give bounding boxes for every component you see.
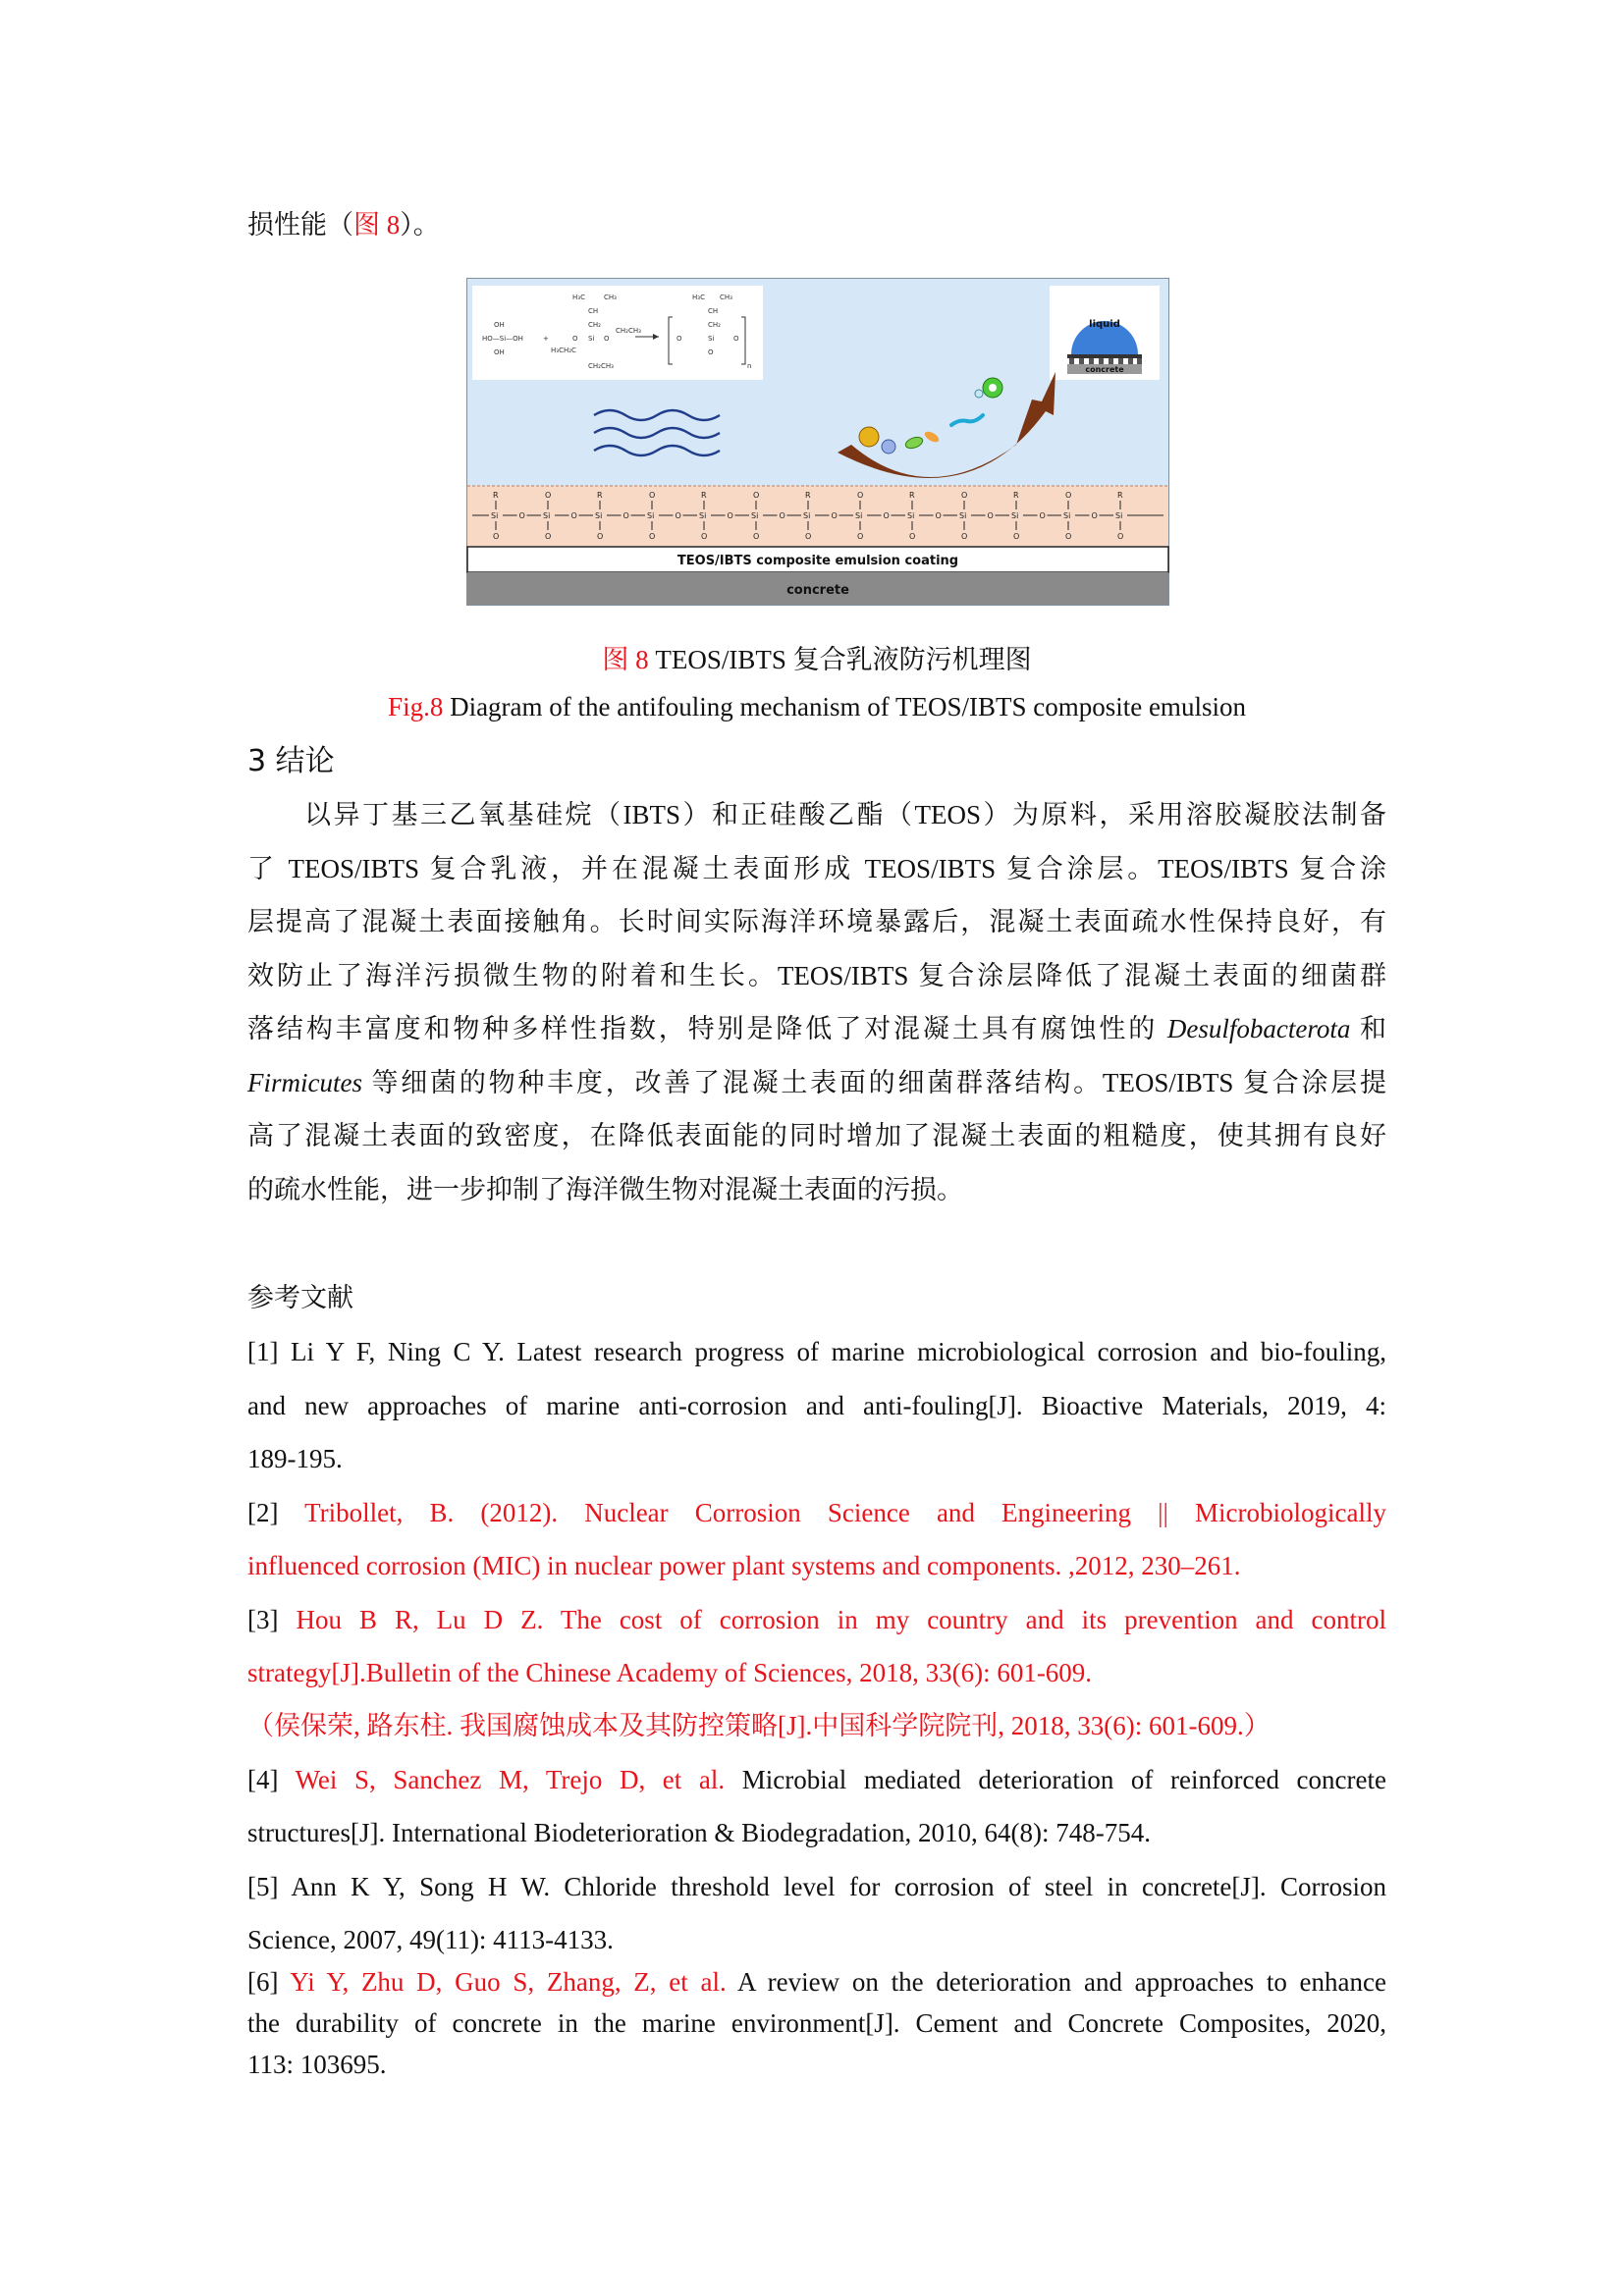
ref-2-number: [2] bbox=[247, 1498, 305, 1527]
chain-top-group: R bbox=[909, 491, 915, 500]
ref-6-number: [6] bbox=[247, 1967, 291, 1997]
conclusion-line-3: 层提高了混凝土表面接触角。长时间实际海洋环境暴露后，混凝土表面疏水性保持良好，有 bbox=[247, 907, 1386, 936]
references-heading: 参考文献 bbox=[247, 1283, 353, 1313]
conclusion-heading: 3 结论 bbox=[247, 744, 335, 778]
chain-top-group: R bbox=[701, 491, 707, 500]
figure-caption-en bbox=[247, 687, 1386, 726]
bacterium-blue-icon bbox=[882, 440, 895, 454]
ref-4-line-1 bbox=[247, 1760, 1386, 1799]
formula-ch3: CH₃ bbox=[604, 294, 617, 301]
ref-4-authors: Wei S, Sanchez M, Trejo D, et al. bbox=[295, 1765, 726, 1794]
chain-bridge-oxygen: O bbox=[1039, 511, 1046, 520]
conclusion-line-5 bbox=[247, 1009, 1386, 1048]
formula-o-5: O bbox=[708, 348, 714, 356]
chain-top-group: O bbox=[961, 491, 968, 500]
taxon-firmicutes: Firmicutes bbox=[247, 1068, 362, 1097]
chain-bridge-oxygen: O bbox=[518, 511, 525, 520]
ref-3-line-3: （侯保荣, 路东柱. 我国腐蚀成本及其防控策略[J].中国科学院院刊, 2018, 33(6): 601-609.） bbox=[247, 1711, 1271, 1740]
ref-4-number: [4] bbox=[247, 1765, 296, 1794]
chain-bottom-oxygen: O bbox=[1013, 532, 1020, 541]
chain-top-group: O bbox=[753, 491, 760, 500]
chain-bottom-oxygen: O bbox=[545, 532, 552, 541]
chain-bottom-oxygen: O bbox=[961, 532, 968, 541]
formula-o-4: O bbox=[733, 335, 739, 343]
chain-si-atom: Si bbox=[1011, 511, 1019, 520]
concrete-label: concrete bbox=[786, 583, 849, 598]
ref-4-title: Microbial mediated deterioration of reinforced concrete bbox=[725, 1765, 1386, 1794]
bacterium-small-icon bbox=[975, 390, 983, 398]
formula-si: Si bbox=[588, 335, 595, 343]
formula-si-2: Si bbox=[708, 335, 715, 343]
ref-6-line-2: the durability of concrete in the marine environment[J]. Cement and Concrete Composites, 2020, bbox=[247, 2008, 1386, 2038]
formula-oh-top: OH bbox=[494, 321, 505, 329]
chain-bottom-oxygen: O bbox=[805, 532, 812, 541]
formula-o-right: O bbox=[604, 335, 610, 343]
ref-6-line-1 bbox=[247, 1962, 1386, 2002]
figure-caption-cn bbox=[247, 640, 1386, 679]
chain-bridge-oxygen: O bbox=[779, 511, 785, 520]
caption-cn-text: TEOS/IBTS 复合乳液防污机理图 bbox=[648, 645, 1032, 674]
droplet-liquid-label: liquid bbox=[1089, 319, 1120, 330]
bacterium-white-icon bbox=[989, 384, 997, 392]
formula-ch2: CH₂ bbox=[588, 321, 601, 329]
caption-cn-label: 图 8 bbox=[602, 645, 649, 674]
chain-si-atom: Si bbox=[647, 511, 655, 520]
conclusion-line-7: 高了混凝土表面的致密度，在降低表面能的同时增加了混凝土表面的粗糙度，使其拥有良好 bbox=[247, 1121, 1386, 1150]
ref-6-authors: Yi Y, Zhu D, Guo S, Zhang, Z, et al. bbox=[290, 1967, 727, 1997]
formula-h3c: H₃C bbox=[572, 294, 585, 301]
bacterium-yellow-icon bbox=[859, 427, 879, 447]
chain-top-group: R bbox=[597, 491, 603, 500]
formula-ch2ch3-right: CH₂CH₃ bbox=[616, 327, 641, 335]
chain-si-atom: Si bbox=[751, 511, 759, 520]
conclusion-line-6-b: 等细菌的物种丰度，改善了混凝土表面的细菌群落结构。TEOS/IBTS 复合涂层提 bbox=[361, 1068, 1386, 1097]
intro-text: 损性能（ bbox=[247, 210, 353, 240]
ref-2-line-2: influenced corrosion (MIC) in nuclear power plant systems and components. ,2012, 230–261. bbox=[247, 1551, 1241, 1580]
chain-top-group: O bbox=[545, 491, 552, 500]
ref-5-line-1: [5] Ann K Y, Song H W. Chloride threshold level for corrosion of steel in concrete[J]. Corrosion bbox=[247, 1872, 1386, 1901]
formula-hosioh: HO—Si—OH bbox=[482, 335, 523, 343]
figure-ref-link[interactable]: 图 8 bbox=[353, 210, 401, 240]
conclusion-line-6 bbox=[247, 1063, 1386, 1102]
chain-bottom-oxygen: O bbox=[857, 532, 864, 541]
conclusion-line-8: 的疏水性能，进一步抑制了海洋微生物对混凝土表面的污损。 bbox=[247, 1175, 963, 1204]
coating-label: TEOS/IBTS composite emulsion coating bbox=[676, 554, 959, 568]
chain-bridge-oxygen: O bbox=[935, 511, 942, 520]
chain-si-atom: Si bbox=[491, 511, 499, 520]
chain-bridge-oxygen: O bbox=[883, 511, 890, 520]
formula-ch-2: CH bbox=[708, 307, 719, 315]
ref-1-line-3: 189-195. bbox=[247, 1444, 343, 1473]
chain-bridge-oxygen: O bbox=[1091, 511, 1098, 520]
chain-si-atom: Si bbox=[855, 511, 863, 520]
chain-si-atom: Si bbox=[595, 511, 603, 520]
chain-bottom-oxygen: O bbox=[753, 532, 760, 541]
conclusion-line-5-b: 和 bbox=[1350, 1014, 1387, 1043]
caption-en-text: Diagram of the antifouling mechanism of TEOS/IBTS composite emulsion bbox=[443, 692, 1246, 721]
antifouling-mechanism-figure bbox=[466, 278, 1169, 606]
conclusion-line-4: 效防止了海洋污损微生物的附着和生长。TEOS/IBTS 复合涂层降低了混凝土表面的细菌群 bbox=[247, 961, 1386, 990]
chain-si-atom: Si bbox=[1115, 511, 1123, 520]
ref-6-title: A review on the deterioration and approaches to enhance bbox=[726, 1967, 1386, 1997]
ref-3-number: [3] bbox=[247, 1605, 297, 1634]
formula-o-left: O bbox=[572, 335, 578, 343]
formula-n: n bbox=[747, 362, 752, 370]
formula-oh-bottom: OH bbox=[494, 348, 505, 356]
formula-o-3: O bbox=[676, 335, 682, 343]
chain-bottom-oxygen: O bbox=[1117, 532, 1124, 541]
formula-ch: CH bbox=[588, 307, 599, 315]
chain-bridge-oxygen: O bbox=[622, 511, 629, 520]
droplet-concrete-label: concrete bbox=[1085, 365, 1124, 374]
intro-text-after: ）。 bbox=[400, 210, 440, 240]
caption-en-label: Fig.8 bbox=[388, 692, 444, 721]
chain-bridge-oxygen: O bbox=[675, 511, 681, 520]
ref-6-line-3: 113: 103695. bbox=[247, 2050, 387, 2079]
chain-si-atom: Si bbox=[907, 511, 915, 520]
formula-h3cch2: H₃CH₂C bbox=[551, 347, 576, 354]
formula-ch3ch2: CH₂CH₃ bbox=[588, 362, 614, 370]
chain-bottom-oxygen: O bbox=[701, 532, 708, 541]
chain-bottom-oxygen: O bbox=[649, 532, 656, 541]
chain-bottom-oxygen: O bbox=[1065, 532, 1072, 541]
chain-si-atom: Si bbox=[959, 511, 967, 520]
chain-top-group: R bbox=[493, 491, 499, 500]
chain-si-atom: Si bbox=[699, 511, 707, 520]
ref-1-line-2: and new approaches of marine anti-corrosion and anti-fouling[J]. Bioactive Materials, 2019, 4: bbox=[247, 1391, 1386, 1420]
chain-si-atom: Si bbox=[543, 511, 551, 520]
conclusion-line-1: 以异丁基三乙氧基硅烷（IBTS）和正硅酸乙酯（TEOS）为原料，采用溶胶凝胶法制备 bbox=[304, 800, 1386, 829]
ref-3-line-1 bbox=[247, 1600, 1386, 1639]
ref-4-line-2: structures[J]. International Biodeterioration & Biodegradation, 2010, 64(8): 748-754. bbox=[247, 1818, 1152, 1847]
chain-bottom-oxygen: O bbox=[597, 532, 604, 541]
ref-3-text: Hou B R, Lu D Z. The cost of corrosion in my country and its prevention and control bbox=[296, 1605, 1386, 1634]
chain-top-group: R bbox=[805, 491, 811, 500]
formula-plus: + bbox=[543, 335, 549, 343]
chain-bridge-oxygen: O bbox=[570, 511, 577, 520]
ref-2-line-1 bbox=[247, 1493, 1386, 1532]
chain-bridge-oxygen: O bbox=[987, 511, 994, 520]
ref-2-text: Tribollet, B. (2012). Nuclear Corrosion Science and Engineering || Microbiologically bbox=[304, 1498, 1386, 1527]
chain-top-group: R bbox=[1013, 491, 1019, 500]
taxon-desulfobacterota: Desulfobacterota bbox=[1166, 1014, 1351, 1043]
chain-top-group: O bbox=[857, 491, 864, 500]
chain-top-group: O bbox=[1065, 491, 1072, 500]
ref-5-line-2: Science, 2007, 49(11): 4113-4133. bbox=[247, 1925, 614, 1954]
intro-line bbox=[247, 205, 1386, 244]
ref-1-line-1: [1] Li Y F, Ning C Y. Latest research progress of marine microbiological corrosion and bio-fouling, bbox=[247, 1337, 1386, 1366]
formula-h3c-2: H₃C bbox=[692, 294, 705, 301]
chain-top-group: O bbox=[649, 491, 656, 500]
mini-coating-strip bbox=[1067, 354, 1142, 358]
chain-bridge-oxygen: O bbox=[727, 511, 733, 520]
chain-si-atom: Si bbox=[803, 511, 811, 520]
chain-bridge-oxygen: O bbox=[831, 511, 838, 520]
chain-si-atom: Si bbox=[1063, 511, 1071, 520]
chain-bottom-oxygen: O bbox=[493, 532, 500, 541]
conclusion-line-2: 了 TEOS/IBTS 复合乳液，并在混凝土表面形成 TEOS/IBTS 复合涂层。TEOS/IBTS 复合涂 bbox=[247, 854, 1386, 883]
chain-top-group: R bbox=[1117, 491, 1123, 500]
formula-ch2-2: CH₂ bbox=[708, 321, 721, 329]
formula-ch3-2: CH₃ bbox=[720, 294, 732, 301]
conclusion-line-5-a: 落结构丰富度和物种多样性指数，特别是降低了对混凝土具有腐蚀性的 bbox=[247, 1014, 1167, 1043]
ref-3-line-2: strategy[J].Bulletin of the Chinese Academy of Sciences, 2018, 33(6): 601-609. bbox=[247, 1658, 1093, 1687]
chain-bottom-oxygen: O bbox=[909, 532, 916, 541]
